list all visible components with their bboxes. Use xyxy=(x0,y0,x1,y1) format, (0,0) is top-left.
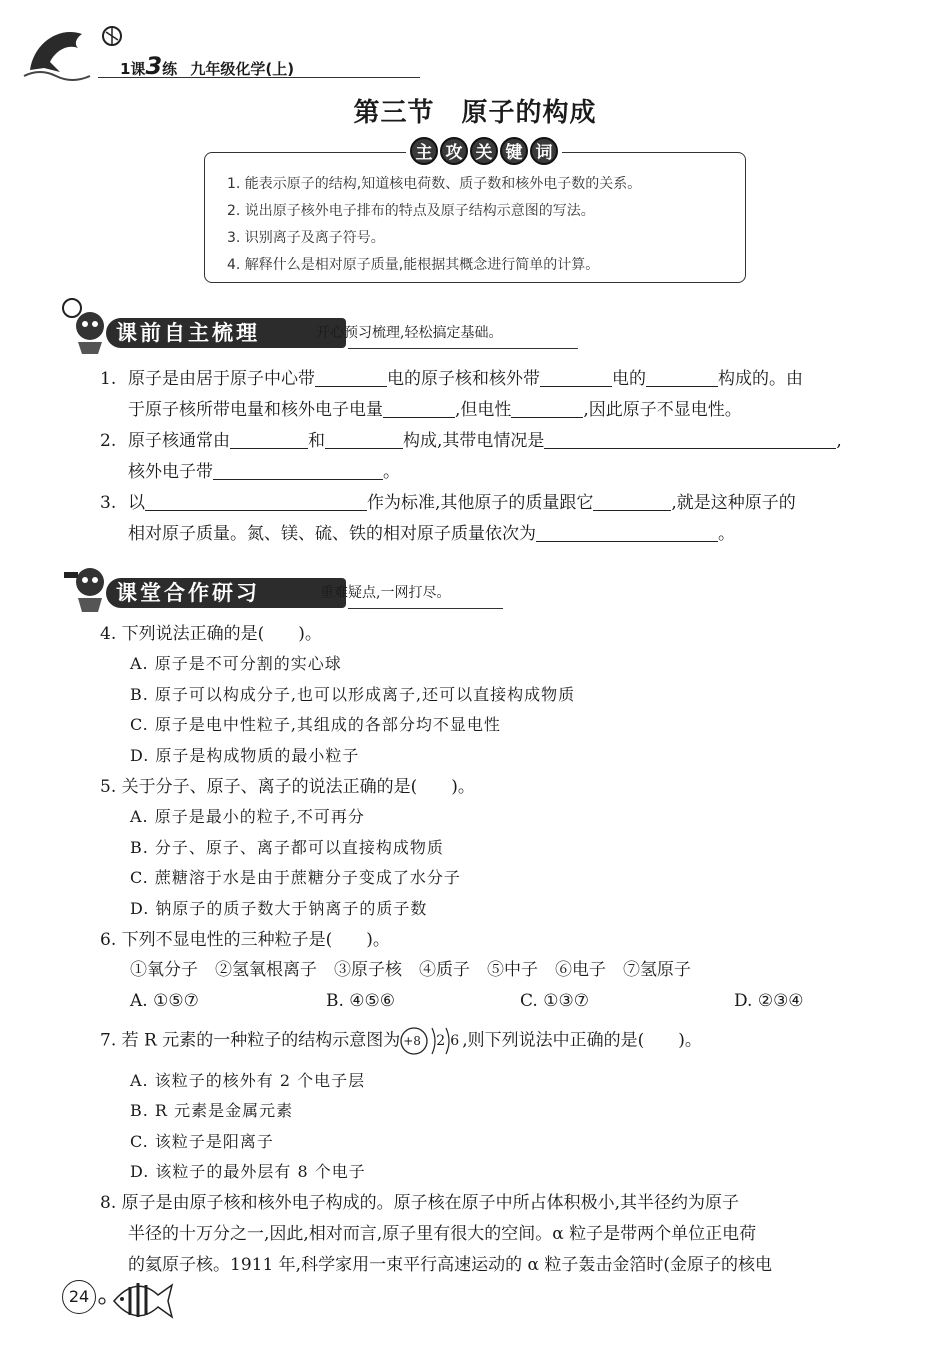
option[interactable]: A. 该粒子的核外有 2 个电子层 xyxy=(130,1071,366,1090)
section-preview xyxy=(58,296,578,356)
key-point: 4. 解释什么是相对原子质量,能根据其概念进行简单的计算。 xyxy=(227,257,600,273)
section-classwork xyxy=(58,556,578,616)
page-number: 24 xyxy=(62,1280,96,1314)
answer-blank[interactable] xyxy=(213,460,383,480)
answer-blank[interactable] xyxy=(145,491,367,511)
badge-char: 词 xyxy=(530,137,558,165)
option[interactable]: A. 原子是最小的粒子,不可再分 xyxy=(130,807,365,826)
question-7-stem: 7. 若 R 元素的一种粒子的结构示意图为 +8 2 6 ,则下列说法中正确的是( )。 xyxy=(100,1025,890,1057)
answer-blank[interactable] xyxy=(315,367,387,387)
answer-blank[interactable] xyxy=(593,491,671,511)
option[interactable]: D. ②③④ xyxy=(734,991,804,1011)
key-point: 3. 识别离子及离子符号。 xyxy=(227,230,385,246)
particle-list: ①氧分子 ②氢氧根离子 ③原子核 ④质子 ⑤中子 ⑥电子 ⑦氢原子 xyxy=(130,960,691,980)
option[interactable]: D. 该粒子的最外层有 8 个电子 xyxy=(130,1162,366,1181)
answer-blank[interactable] xyxy=(540,367,612,387)
answer-blank[interactable] xyxy=(544,429,836,449)
option[interactable]: C. ①③⑦ xyxy=(520,991,589,1011)
option[interactable]: B. 分子、原子、离子都可以直接构成物质 xyxy=(130,838,444,857)
option[interactable]: B. 原子可以构成分子,也可以形成离子,还可以直接构成物质 xyxy=(130,685,576,704)
paragraph-line: 半径的十万分之一,因此,相对而言,原子里有很大的空间。α 粒子是带两个单位正电荷 xyxy=(128,1224,757,1244)
header-rule xyxy=(98,77,420,78)
nucleus-charge: +8 xyxy=(403,1034,421,1048)
option[interactable]: A. 原子是不可分割的实心球 xyxy=(130,654,342,673)
question-1: 1. 原子是由居于原子中心带 电的原子核和核外带 电的 构成的。由 于原子核所带电量和核外电子电量 ,但电性 ,因此原子不显电性。 xyxy=(100,369,803,420)
atom-structure-diagram xyxy=(400,1025,462,1057)
paragraph-line: 8. 原子是由原子核和核外电子构成的。原子核在原子中所占体积极小,其半径约为原子 xyxy=(100,1193,740,1213)
question-2: 2. 原子核通常由 和 构成,其带电情况是 , 核外电子带 。 xyxy=(100,431,842,482)
key-words-badge xyxy=(406,137,562,165)
answer-blank[interactable] xyxy=(325,429,403,449)
answer-blank[interactable] xyxy=(383,398,455,418)
question-3: 3. 以 作为标准,其他原子的质量跟它 ,就是这种原子的 相对原子质量。氮、镁、硫、铁的相对原子质量依次为 。 xyxy=(100,493,796,544)
answer-blank[interactable] xyxy=(230,429,308,449)
question-8 xyxy=(100,1188,890,1281)
badge-char: 攻 xyxy=(440,137,468,165)
shell-electrons: 2 xyxy=(436,1033,446,1049)
section-tagline: 开心预习梳理,轻松搞定基础。 xyxy=(316,325,503,341)
question-4-stem: 4. 下列说法正确的是( )。 xyxy=(100,624,322,644)
section-rule xyxy=(348,608,503,609)
key-point: 2. 说出原子核外电子排布的特点及原子结构示意图的写法。 xyxy=(227,203,595,219)
key-points-box xyxy=(204,152,746,283)
page-header xyxy=(20,22,400,82)
option[interactable]: A. ①⑤⑦ xyxy=(130,991,199,1011)
shell-electrons: 6 xyxy=(450,1033,460,1049)
section-tagline: 重难疑点,一网打尽。 xyxy=(320,585,451,601)
key-point: 1. 能表示原子的结构,知道核电荷数、质子数和核外电子数的关系。 xyxy=(227,176,642,192)
series-label: 1课3练 九年级化学(上) xyxy=(120,52,295,80)
section-banner: 课前自主梳理 xyxy=(106,318,346,348)
option[interactable]: D. 原子是构成物质的最小粒子 xyxy=(130,746,360,765)
badge-char: 键 xyxy=(500,137,528,165)
option[interactable]: C. 原子是电中性粒子,其组成的各部分均不显电性 xyxy=(130,715,501,734)
fish-icon xyxy=(96,1275,176,1325)
paragraph-line: 的氦原子核。1911 年,科学家用一束平行高速运动的 α 粒子轰击金箔时(金原子的核电 xyxy=(128,1255,772,1275)
answer-blank[interactable] xyxy=(536,522,718,542)
badge-char: 关 xyxy=(470,137,498,165)
answer-blank[interactable] xyxy=(511,398,583,418)
question-6-stem: 6. 下列不显电性的三种粒子是( )。 xyxy=(100,930,390,950)
section-banner: 课堂合作研习 xyxy=(106,578,346,608)
option[interactable]: B. R 元素是金属元素 xyxy=(130,1101,294,1120)
badge-char: 主 xyxy=(410,137,438,165)
answer-blank[interactable] xyxy=(646,367,718,387)
dolphin-icon xyxy=(20,22,130,82)
section-rule xyxy=(348,348,578,349)
option[interactable]: D. 钠原子的质子数大于钠离子的质子数 xyxy=(130,899,428,918)
question-5-stem: 5. 关于分子、原子、离子的说法正确的是( )。 xyxy=(100,777,475,797)
option[interactable]: C. 该粒子是阳离子 xyxy=(130,1132,274,1151)
option[interactable]: B. ④⑤⑥ xyxy=(326,991,396,1011)
page-title: 第三节 原子的构成 xyxy=(353,98,597,128)
option[interactable]: C. 蔗糖溶于水是由于蔗糖分子变成了水分子 xyxy=(130,868,461,887)
book-title: 九年级化学(上) xyxy=(190,60,295,78)
